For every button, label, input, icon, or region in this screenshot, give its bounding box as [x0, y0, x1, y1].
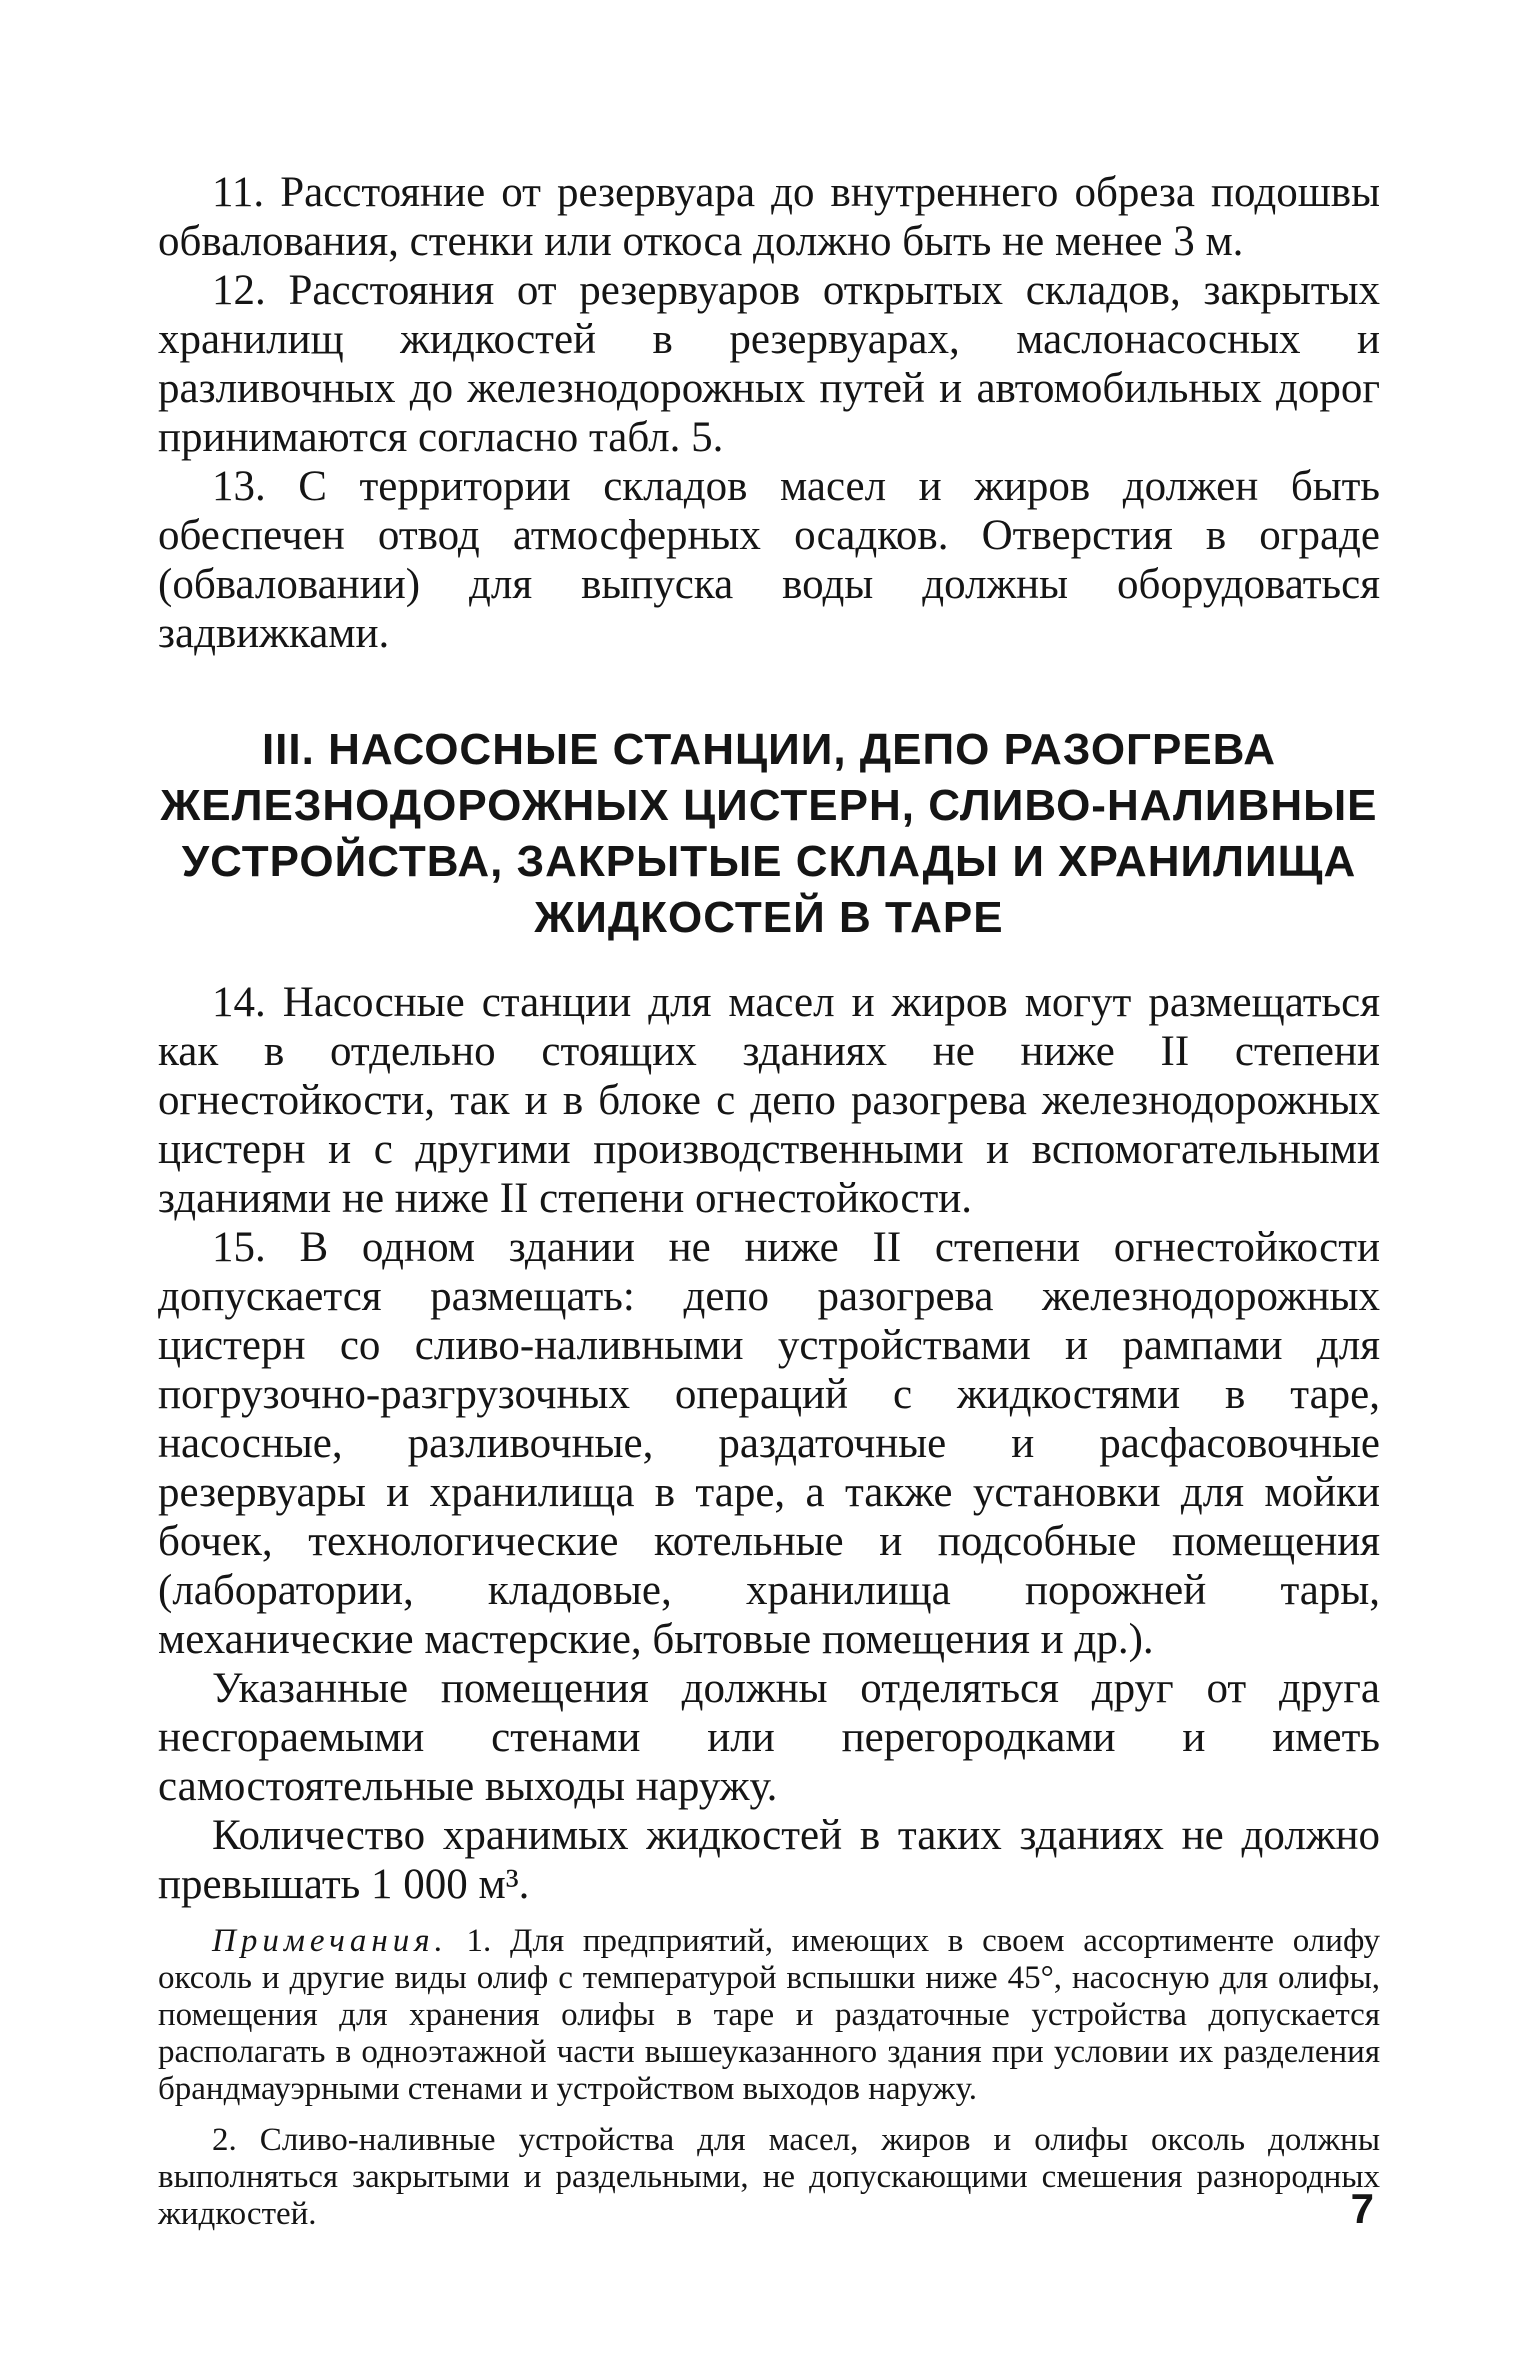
paragraph-12: 12. Расстояния от резервуаров открытых складов, закрытых хранилищ жидкостей в резервуарах, маслонасосных и разливочных до железнодорожных путей и автомобильных дорог принимаются согласно табл. 5.	[158, 267, 1380, 461]
paragraph-14: 14. Насосные станции для масел и жиров могут размещаться как в отдельно стоящих зданиях не ниже II степени огнестойкости, так и в блоке с депо разогрева железнодорожных цистерн и с другими производственными и вспомогательными зданиями не ниже II степени огнестойкости.	[158, 979, 1380, 1222]
note-1	[158, 1923, 1380, 2108]
note-1-text: 1. Для предприятий, имеющих в своем ассортименте олифу оксоль и другие виды олиф с температурой вспышки ниже 45°, насосную для олифы, помещения для хранения олифы в таре и раздаточные устройства допускается располагать в одноэтажной части вышеуказанного здания при условии их разделения брандмауэрными стенами и устройством выходов наружу.	[158, 1923, 1380, 2107]
page-number: 7	[1350, 2185, 1374, 2232]
paragraph-13: 13. С территории складов масел и жиров должен быть обеспечен отвод атмосферных осадков. Отверстия в ограде (обваловании) для выпуска воды должны оборудоваться задвижками.	[158, 463, 1380, 657]
paragraph-15: 15. В одном здании не ниже II степени огнестойкости допускается размещать: депо разогрева железнодорожных цистерн со сливо-наливными устройствами и рампами для погрузочно-разгрузочных операций с жидкостями в таре, насосные, разливочные, раздаточные и расфасовочные резервуары и хранилища в таре, а также установки для мойки бочек, технологические котельные и подсобные помещения (лаборатории, кладовые, хранилища порожней тары, механические мастерские, бытовые помещения и др.).	[158, 1224, 1380, 1663]
paragraph-quantity: Количество хранимых жидкостей в таких зданиях не должно превышать 1 000 м³.	[158, 1812, 1380, 1908]
note-2: 2. Сливо-наливные устройства для масел, жиров и олифы оксоль должны выполняться закрытыми и раздельными, не допускающими смешения разнородных жидкостей.	[158, 2122, 1380, 2232]
document-page	[158, 168, 1380, 2233]
section-heading: III. НАСОСНЫЕ СТАНЦИИ, ДЕПО РАЗОГРЕВА ЖЕЛЕЗНОДОРОЖНЫХ ЦИСТЕРН, СЛИВО-НАЛИВНЫЕ УСТРОЙСТВА, ЗАКРЫТЫЕ СКЛАДЫ И ХРАНИЛИЩА ЖИДКОСТЕЙ В ТАРЕ	[160, 725, 1378, 942]
notes-label: Примечания.	[212, 1923, 448, 1959]
paragraph-rooms: Указанные помещения должны отделяться друг от друга несгораемыми стенами или перегородками и иметь самостоятельные выходы наружу.	[158, 1665, 1380, 1810]
paragraph-11: 11. Расстояние от резервуара до внутреннего обреза подошвы обвалования, стенки или откоса должно быть не менее 3 м.	[158, 169, 1380, 265]
